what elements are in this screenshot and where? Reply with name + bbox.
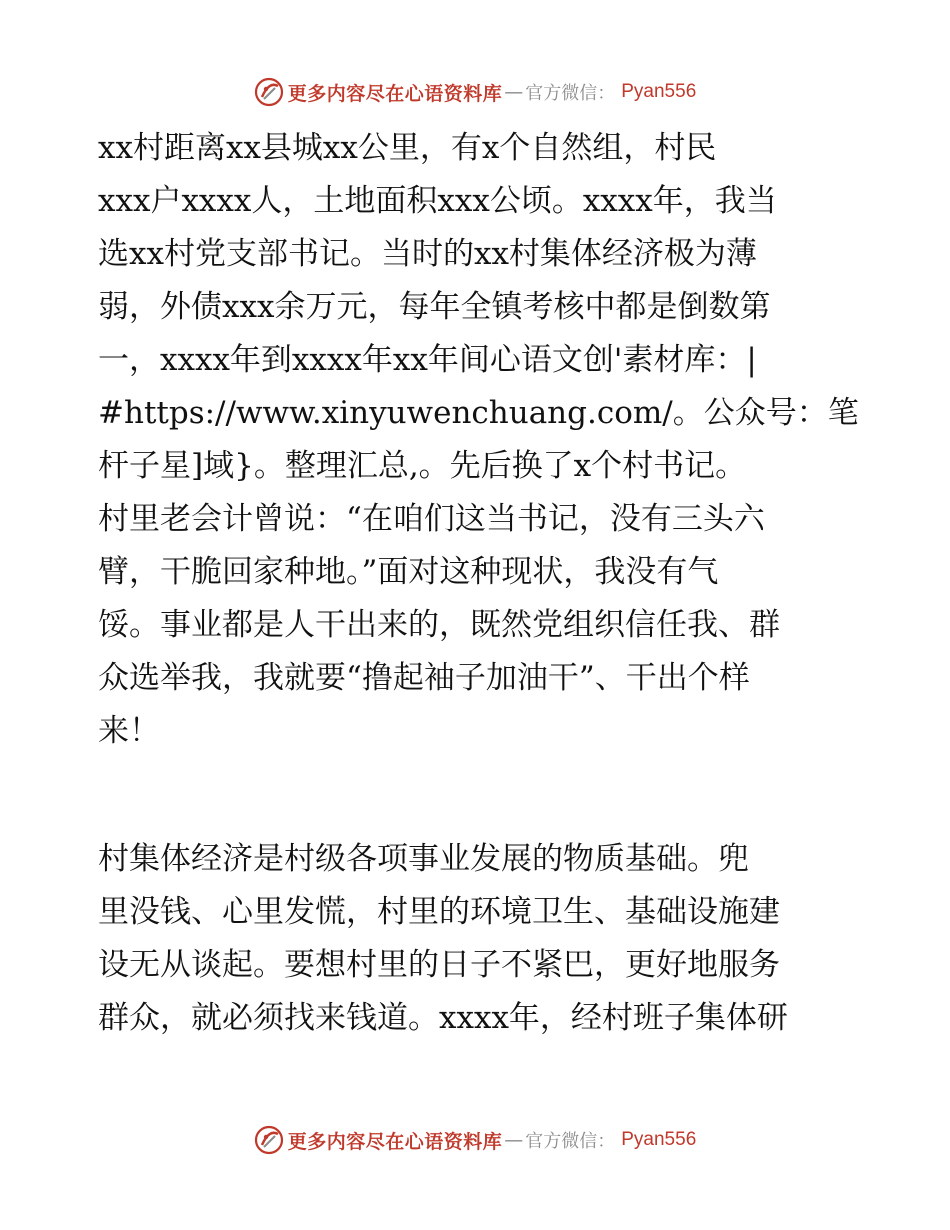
paragraph-2-line: 里没钱、心里发慌，村里的环境卫生、基础设施建: [98, 894, 780, 930]
header-banner: [0, 72, 950, 112]
footer-wechat-label: 官方微信：: [525, 1131, 616, 1152]
paragraph-1-line: 来！: [98, 713, 160, 749]
header-dash: —: [504, 81, 524, 103]
paragraph-1-line: xxx户xxxx人，土地面积xxx公顷。xxxx年，我当: [98, 183, 777, 219]
paragraph-2-line: 群众，就必须找来钱道。xxxx年，经村班子集体研: [98, 1000, 788, 1036]
footer-dash: —: [504, 1129, 524, 1151]
paragraph-2-line: 村集体经济是村级各项事业发展的物质基础。兜: [98, 841, 749, 877]
header-wechat-label: 官方微信：: [525, 83, 616, 104]
header-main-text: 更多内容尽在心语资料库: [287, 82, 503, 105]
paragraph-1-line: #https://www.xinyuwenchuang.com/。公众号：笔: [98, 395, 859, 431]
paragraph-1-line: 一，xxxx年到xxxx年xx年间心语文创'素材库：|: [98, 342, 757, 378]
paragraph-1-line: 弱，外债xxx余万元，每年全镇考核中都是倒数第: [98, 289, 771, 325]
paragraph-1-line: 臂，干脆回家种地。”面对这种现状，我没有气: [98, 554, 719, 590]
footer-banner: [0, 1120, 950, 1160]
paragraph-1: [98, 122, 858, 758]
brand-logo-icon: [254, 1125, 284, 1155]
paragraph-1-line: 杆子星]域}。整理汇总,。先后换了x个村书记。: [98, 448, 747, 484]
footer-main-text: 更多内容尽在心语资料库: [287, 1130, 503, 1153]
header-wechat-id: Pyan556: [621, 81, 697, 102]
paragraph-1-line: 选xx村党支部书记。当时的xx村集体经济极为薄: [98, 236, 757, 272]
paragraph-1-line: 村里老会计曾说：“在咱们这当书记，没有三头六: [98, 501, 765, 537]
paragraph-1-line: 馁。事业都是人干出来的，既然党组织信任我、群: [98, 607, 780, 643]
paragraph-1-line: xx村距离xx县城xx公里，有x个自然组，村民: [98, 130, 717, 166]
brand-logo-icon: [254, 77, 284, 107]
footer-wechat-id: Pyan556: [621, 1129, 697, 1150]
paragraph-2-line: 设无从谈起。要想村里的日子不紧巴，更好地服务: [98, 947, 780, 983]
paragraph-1-line: 众选举我，我就要“撸起袖子加油干”、干出个样: [98, 660, 750, 696]
paragraph-2: [98, 833, 858, 1045]
